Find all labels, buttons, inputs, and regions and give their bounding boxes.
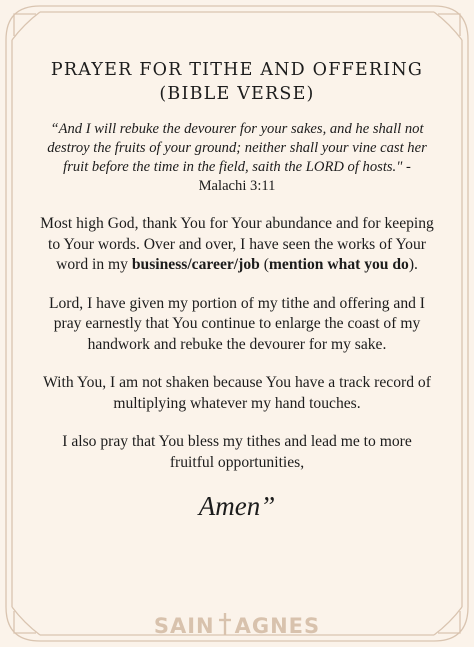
- verse-text: “And I will rebuke the devourer for your sakes, and he shall not destroy the fruits of your ground; neither shall your vine cast her fruit before the time in the field, saith the LORD of hosts." -: [47, 121, 427, 175]
- title-line-1: PRAYER FOR TITHE AND OFFERING: [50, 60, 424, 80]
- page-title: [40, 58, 434, 106]
- cross-icon: [217, 612, 233, 636]
- prayer-paragraph-3: With You, I am not shaken because You have a track record of multiplying whatever my hand touches.: [43, 374, 431, 412]
- prayer-paragraph-1: [40, 214, 434, 276]
- verse-reference: Malachi 3:11: [198, 178, 276, 194]
- paragraph-1-text: Most high God, thank You for Your abundance and for keeping to Your words. Over and over, I have seen the works of Your word in my: [40, 215, 434, 273]
- paragraph-1-bold-mention: mention what you do: [268, 256, 409, 273]
- amen-signoff: Amen”: [198, 491, 276, 521]
- saint-agnes-logo: [0, 612, 474, 638]
- logo-text-right: AGNES: [234, 614, 321, 638]
- paragraph-1-bold-business: business/career/job: [131, 256, 260, 273]
- paragraph-1-paren-open: (: [259, 256, 269, 273]
- prayer-paragraph-4: I also pray that You bless my tithes and lead me to more fruitful opportunities,: [62, 433, 412, 471]
- logo-text-left: SAIN: [153, 614, 215, 638]
- title-line-2: (BIBLE VERSE): [159, 84, 315, 104]
- paragraph-1-end: ).: [408, 256, 418, 273]
- prayer-content: [40, 58, 434, 522]
- prayer-paragraph-2: Lord, I have given my portion of my tithe and offering and I pray earnestly that You continue to enlarge the coast of my handwork and rebuke the devourer for my sake.: [48, 294, 426, 353]
- bible-verse: [40, 120, 434, 196]
